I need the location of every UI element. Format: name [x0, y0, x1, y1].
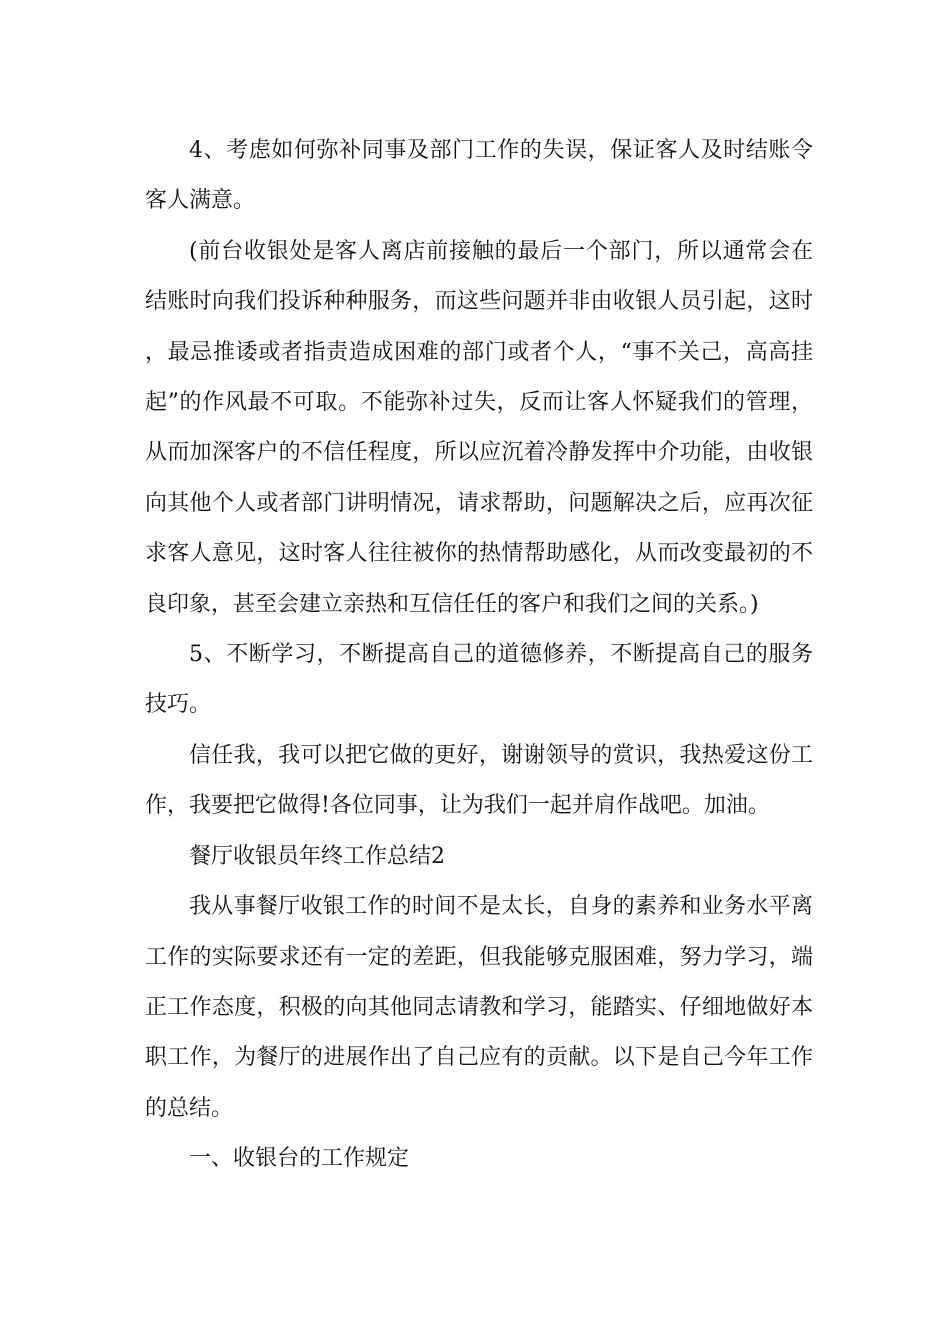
- section-heading-cashier-rules: 一、收银台的工作规定: [189, 1146, 410, 1172]
- paragraph-intro: 我从事餐厅收银工作的时间不是太长，自身的素养和业务水平离工作的实际要求还有一定的差距，但我能够克服困难，努力学习，端正工作态度，积极的向其他同志请教和学习，能踏实、仔细地做好本职工作，为餐厅的进展作出了自己应有的贡献。以下是自己今年工作的总结。: [145, 894, 813, 1121]
- section-heading-summary-2: 餐厅收银员年终工作总结2: [189, 843, 445, 869]
- paragraph-item-5: 5、不断学习，不断提高自己的道德修养，不断提高自己的服务技巧。: [145, 642, 813, 718]
- paragraph-item-4: 4、考虑如何弥补同事及部门工作的失误，保证客人及时结账令客人满意。: [145, 138, 813, 214]
- paragraph-front-desk-note: (前台收银处是客人离店前接触的最后一个部门，所以通常会在结账时向我们投诉种种服务，而这些问题并非由收银人员引起，这时，最忌推诿或者指责造成困难的部门或者个人，“事不关己，高高挂起”的作风最不可取。不能弥补过失，反而让客人怀疑我们的管理，从而加深客户的不信任程度，所以应沉着冷静发挥中介功能，由收银向其他个人或者部门讲明情况，请求帮助，问题解决之后，应再次征求客人意见，这时客人往往被你的热情帮助感化，从而改变最初的不良印象，甚至会建立亲热和互信任任的客户和我们之间的关系。): [145, 238, 813, 617]
- paragraph-trust: 信任我，我可以把它做的更好，谢谢领导的赏识，我热爱这份工作，我要把它做得!各位同事，让为我们一起并肩作战吧。加油。: [145, 742, 813, 819]
- document-body: [145, 126, 813, 1185]
